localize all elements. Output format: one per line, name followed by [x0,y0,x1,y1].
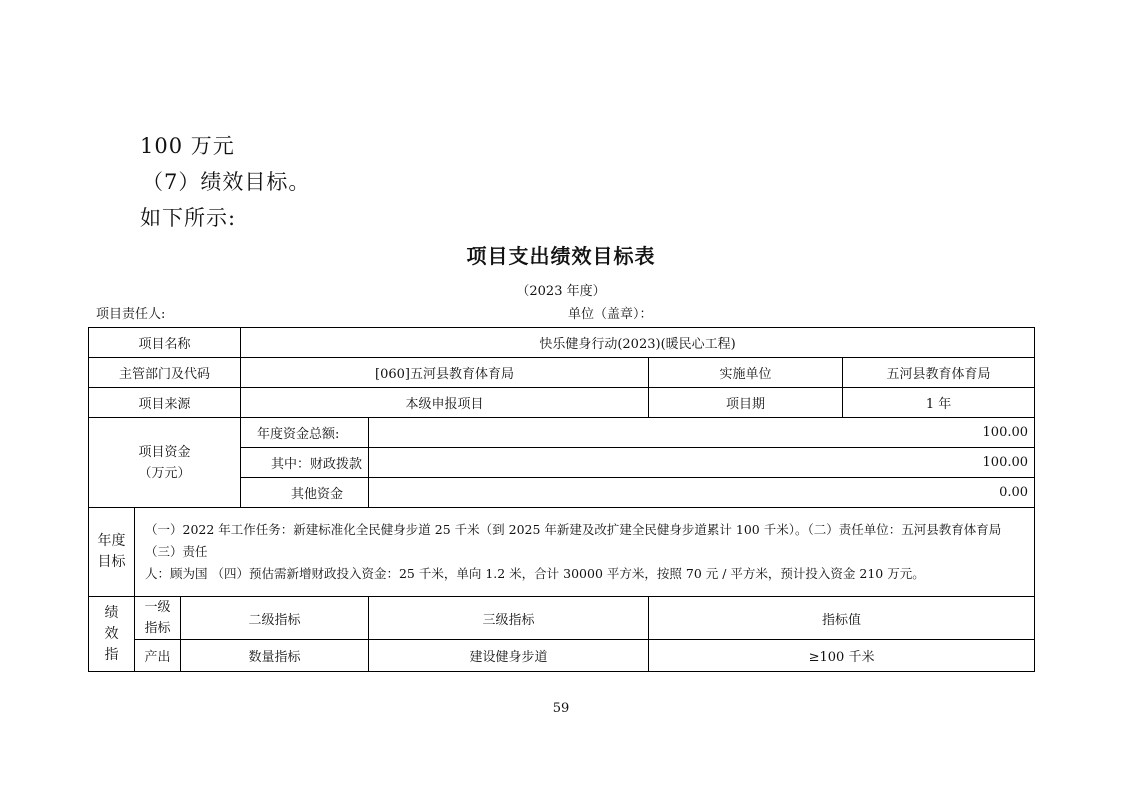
paragraph-as-follows: 如下所示: [140,206,237,230]
other-funds-label: 其他资金 [241,478,369,508]
fiscal-appropriation-value: 100.00 [369,448,1035,478]
annual-goal-text-line1: （一）2022 年工作任务：新建标准化全民健身步道 25 千米（到 2025 年新建及改扩建全民健身步道累计 100 千米）。（二）责任单位：五河县教育体育局 （三）责任 [145,522,1002,559]
impl-unit-label: 实施单位 [649,358,843,388]
table-row [89,508,1035,597]
unit-seal-label: 单位（盖章）： [568,307,653,322]
table-row [89,418,1035,448]
project-name-value: 快乐健身行动(2023)(暖民心工程) [241,328,1035,358]
fiscal-appropriation-label: 其中：财政拨款 [241,448,369,478]
project-funds-label-line2: （万元） [138,465,191,481]
row1-level3: 建设健身步道 [369,640,649,672]
table-row [89,597,1035,640]
project-period-value: 1 年 [843,388,1035,418]
paragraph-amount: 100 万元 [140,134,235,158]
level1-indicator-header [135,597,181,640]
level1-indicator-header-line2: 指标 [144,621,171,636]
table-title: 项目支出绩效目标表 [466,244,656,268]
table-row [89,388,1035,418]
table-row [89,640,1035,672]
page-number: 59 [552,701,570,716]
project-source-value: 本级申报项目 [241,388,649,418]
performance-goal-table [88,327,1035,672]
level3-indicator-header: 三级指标 [369,597,649,640]
performance-indicator-label-line3: 指 [104,646,119,663]
annual-goal-text [135,508,1035,597]
table-row [89,328,1035,358]
impl-unit-value: 五河县教育体育局 [843,358,1035,388]
row1-level2: 数量指标 [181,640,369,672]
annual-goal-label-line2: 目标 [97,554,126,570]
responsible-person-label: 项目责任人: [96,307,166,322]
annual-goal-label-line1: 年度 [97,533,126,549]
row1-value: ≥100 千米 [649,640,1035,672]
row1-level1: 产出 [135,640,181,672]
dept-label: 主管部门及代码 [89,358,241,388]
project-source-label: 项目来源 [89,388,241,418]
project-name-label: 项目名称 [89,328,241,358]
performance-indicator-label-line2: 效 [104,625,119,642]
annual-total-label: 年度资金总额: [241,418,369,448]
other-funds-value: 0.00 [369,478,1035,508]
performance-indicator-label-line1: 绩 [104,604,119,621]
performance-indicator-label [89,597,135,672]
table-year: （2023 年度） [516,284,606,299]
table-row [89,358,1035,388]
project-funds-label-line1: 项目资金 [138,444,191,460]
project-period-label: 项目期 [649,388,843,418]
annual-goal-text-line2: 人：顾为国 （四）预估需新增财政投入资金：25 千米，单向 1.2 米，合计 30000 平方米，按照 70 元 / 平方米，预计投入资金 210 万元。 [145,566,925,581]
annual-goal-label [89,508,135,597]
paragraph-performance-goal-heading: （7）绩效目标。 [142,170,311,194]
indicator-value-header: 指标值 [649,597,1035,640]
project-funds-label [89,418,241,508]
level1-indicator-header-line1: 一级 [144,600,171,615]
dept-value: [060]五河县教育体育局 [241,358,649,388]
level2-indicator-header: 二级指标 [181,597,369,640]
annual-total-value: 100.00 [369,418,1035,448]
